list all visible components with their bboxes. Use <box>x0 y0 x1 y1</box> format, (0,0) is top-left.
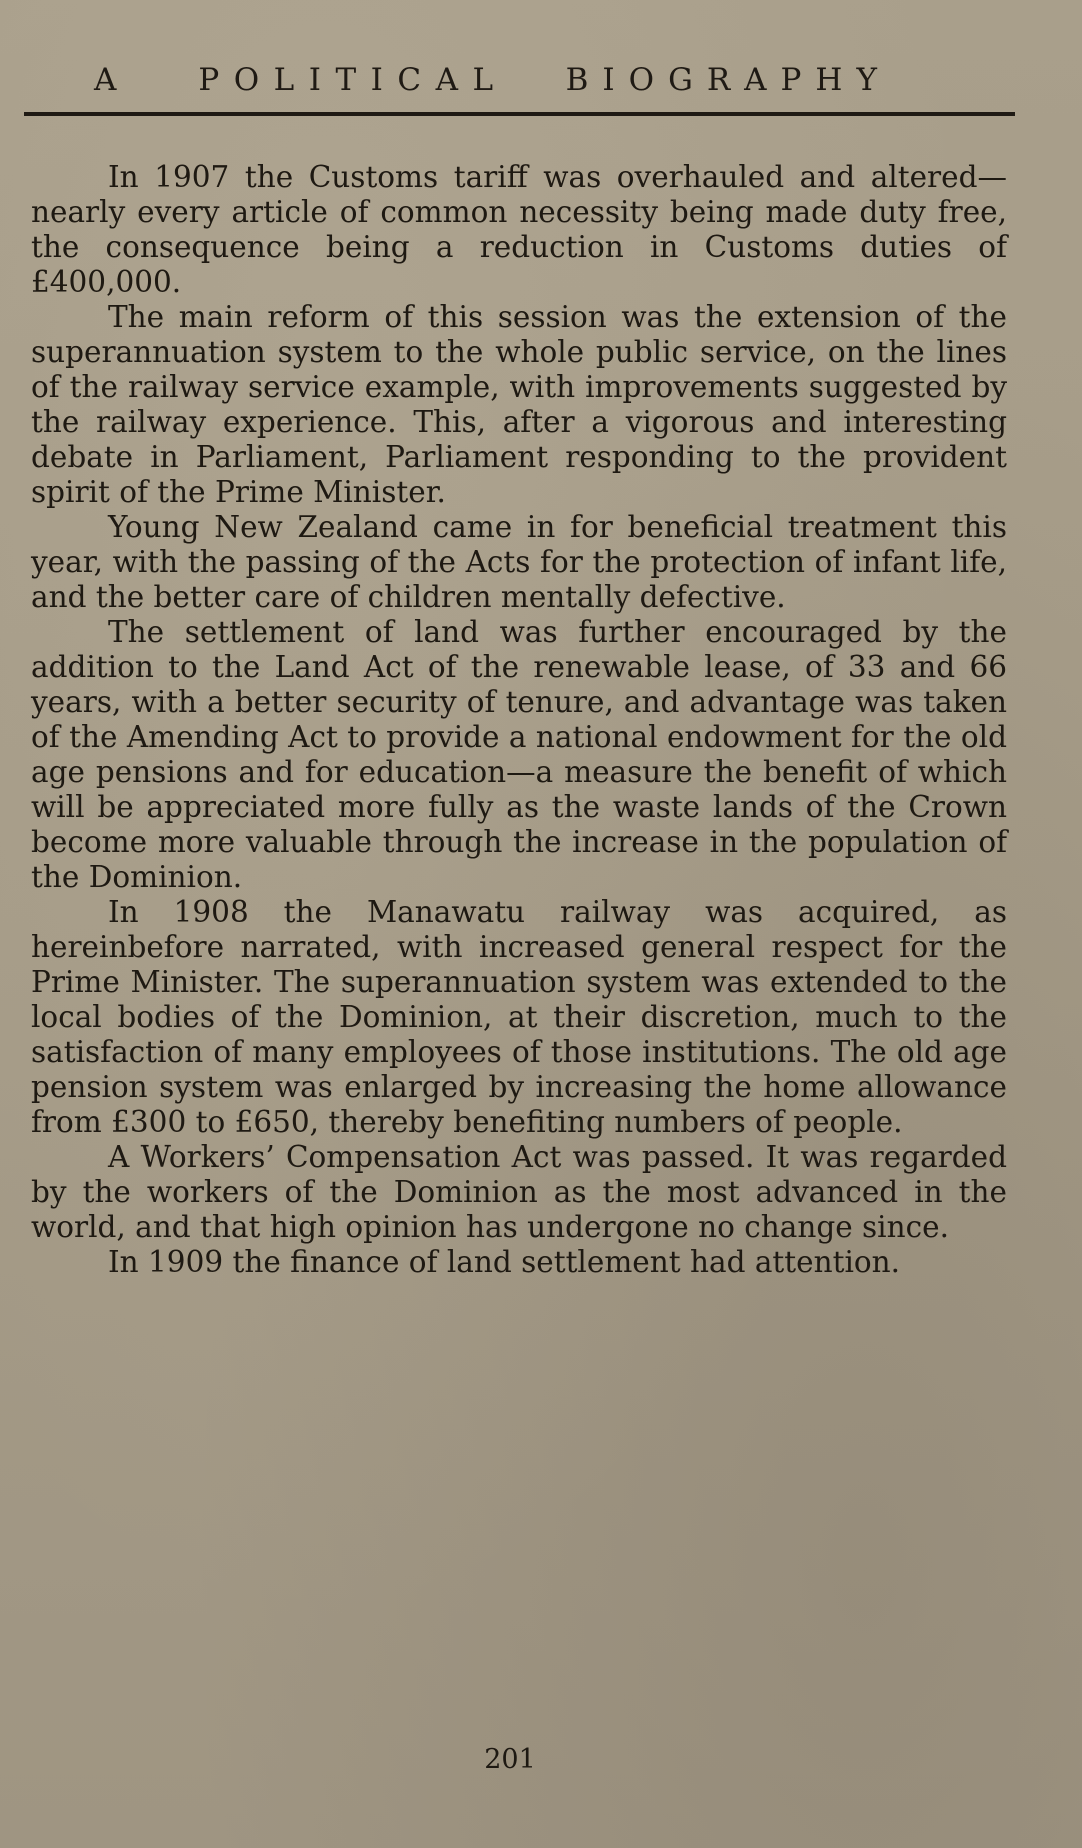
body-text <box>31 160 1007 1280</box>
paragraph-land-settlement: The settlement of land was further encouraged by the addition to the Land Act of the renewable lease, of 33 and 66 years, with a better security of tenure, and advantage was taken of the Amending Act to provide a national endowment for the old age pensions and for education—a measure the benefit of which will be appreciated more fully as the waste lands of the Crown become more valuable through the increase in the population of the Dominion. <box>31 615 1007 894</box>
running-head-word-a: A <box>94 62 117 98</box>
paragraph-workers-compensation: A Workers’ Compensation Act was passed. It was regarded by the workers of the Dominion as the most advanced in the world, and that high opinion has undergone no change since. <box>31 1140 1007 1244</box>
paragraph-finance-1909: In 1909 the finance of land settlement had attention. <box>108 1245 901 1279</box>
paragraph-young-new-zealand: Young New Zealand came in for beneficial treatment this year, with the passing of the Acts for the protection of infant life, and the better care of children mentally defective. <box>31 510 1007 614</box>
page-number: 201 <box>484 1744 536 1775</box>
running-head-word-biography: BIOGRAPHY <box>565 62 891 98</box>
paragraph-customs-tariff: In 1907 the Customs tariff was overhauled and altered—nearly every article of common necessity being made duty free, the consequence being a reduction in Customs duties of £400,000. <box>31 160 1007 299</box>
header-rule <box>24 112 1015 116</box>
running-head <box>24 62 1024 98</box>
paragraph-superannuation: The main reform of this session was the extension of the superannuation system to the whole public service, on the lines of the railway service example, with improvements suggested by the railway experience. This, after a vigorous and interesting debate in Parliament, Parliament responding to the provident spirit of the Prime Minister. <box>31 300 1007 509</box>
running-head-word-political: POLITICAL <box>198 62 508 98</box>
paragraph-manawatu-railway: In 1908 the Manawatu railway was acquired, as hereinbefore narrated, with increased general respect for the Prime Minister. The superannuation system was extended to the local bodies of the Dominion, at their discretion, much to the satisfaction of many employees of those institutions. The old age pension system was enlarged by increasing the home allowance from £300 to £650, thereby benefiting numbers of people. <box>31 895 1007 1139</box>
